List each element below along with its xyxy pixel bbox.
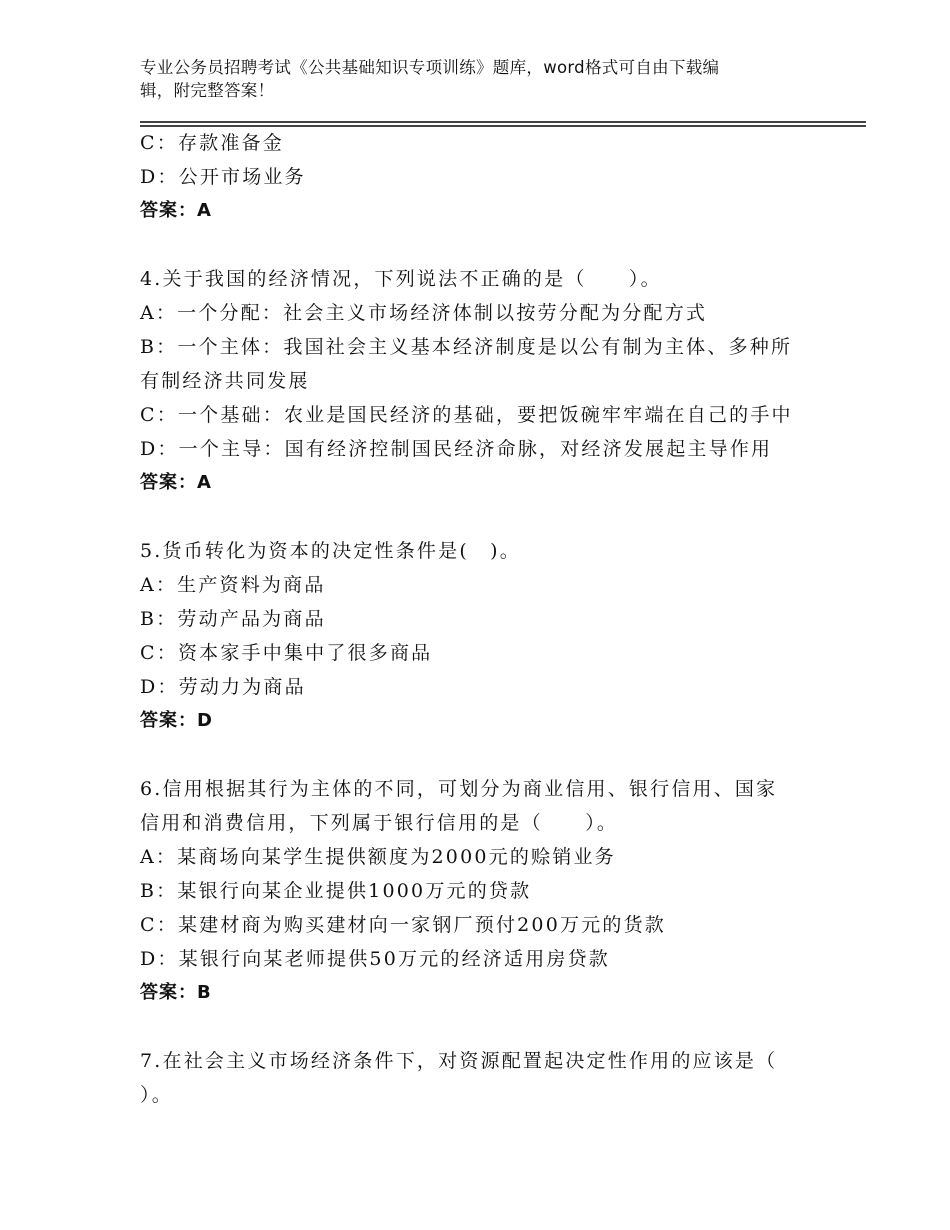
question-stem: 5.货币转化为资本的决定性条件是( )。 [140,540,521,562]
spacer [140,738,810,772]
option-a: A：一个分配：社会主义市场经济体制以按劳分配为分配方式 [140,302,708,324]
header-divider-top [140,121,866,123]
question-4 [140,262,810,500]
option-d: D：劳动力为商品 [140,676,306,698]
option-b-continued: 有制经济共同发展 [140,370,310,392]
option-b: B：劳动产品为商品 [140,608,326,630]
option-c: C：资本家手中集中了很多商品 [140,642,433,664]
answer: 答案：A [140,200,212,221]
question-6 [140,772,810,1010]
option-a: A：生产资料为商品 [140,574,326,596]
option-b: B：一个主体：我国社会主义基本经济制度是以公有制为主体、多种所 [140,336,793,358]
option-d: D：某银行向某老师提供50万元的经济适用房贷款 [140,948,611,970]
option-b: B：某银行向某企业提供1000万元的贷款 [140,880,532,902]
question-stem-continued: 信用和消费信用，下列属于银行信用的是（ ）。 [140,812,619,834]
header-line-1: 专业公务员招聘考试《公共基础知识专项训练》题库，word格式可自由下载编 [140,58,720,77]
spacer [140,1010,810,1044]
question-stem: 7.在社会主义市场经济条件下，对资源配置起决定性作用的应该是（ [140,1050,778,1072]
option-c: C：一个基础：农业是国民经济的基础，要把饭碗牢牢端在自己的手中 [140,404,793,426]
option-d: D：一个主导：国有经济控制国民经济命脉，对经济发展起主导作用 [140,438,773,460]
option-a: A：某商场向某学生提供额度为2000元的赊销业务 [140,846,616,868]
spacer [140,500,810,534]
question-5 [140,534,810,738]
question-stem-continued: ）。 [140,1084,173,1106]
option-c: C：存款准备金 [140,132,284,154]
question-list [140,126,810,1112]
question-3-tail [140,126,810,228]
answer: 答案：A [140,472,212,493]
option-d: D：公开市场业务 [140,166,306,188]
option-c: C：某建材商为购买建材向一家钢厂预付200万元的货款 [140,914,667,936]
question-stem: 4.关于我国的经济情况，下列说法不正确的是（ ）。 [140,268,662,290]
document-header [140,56,790,102]
question-7 [140,1044,810,1112]
question-stem: 6.信用根据其行为主体的不同，可划分为商业信用、银行信用、国家 [140,778,778,800]
header-line-2: 辑，附完整答案！ [140,81,275,100]
spacer [140,228,810,262]
answer: 答案：D [140,710,213,731]
answer: 答案：B [140,982,212,1003]
